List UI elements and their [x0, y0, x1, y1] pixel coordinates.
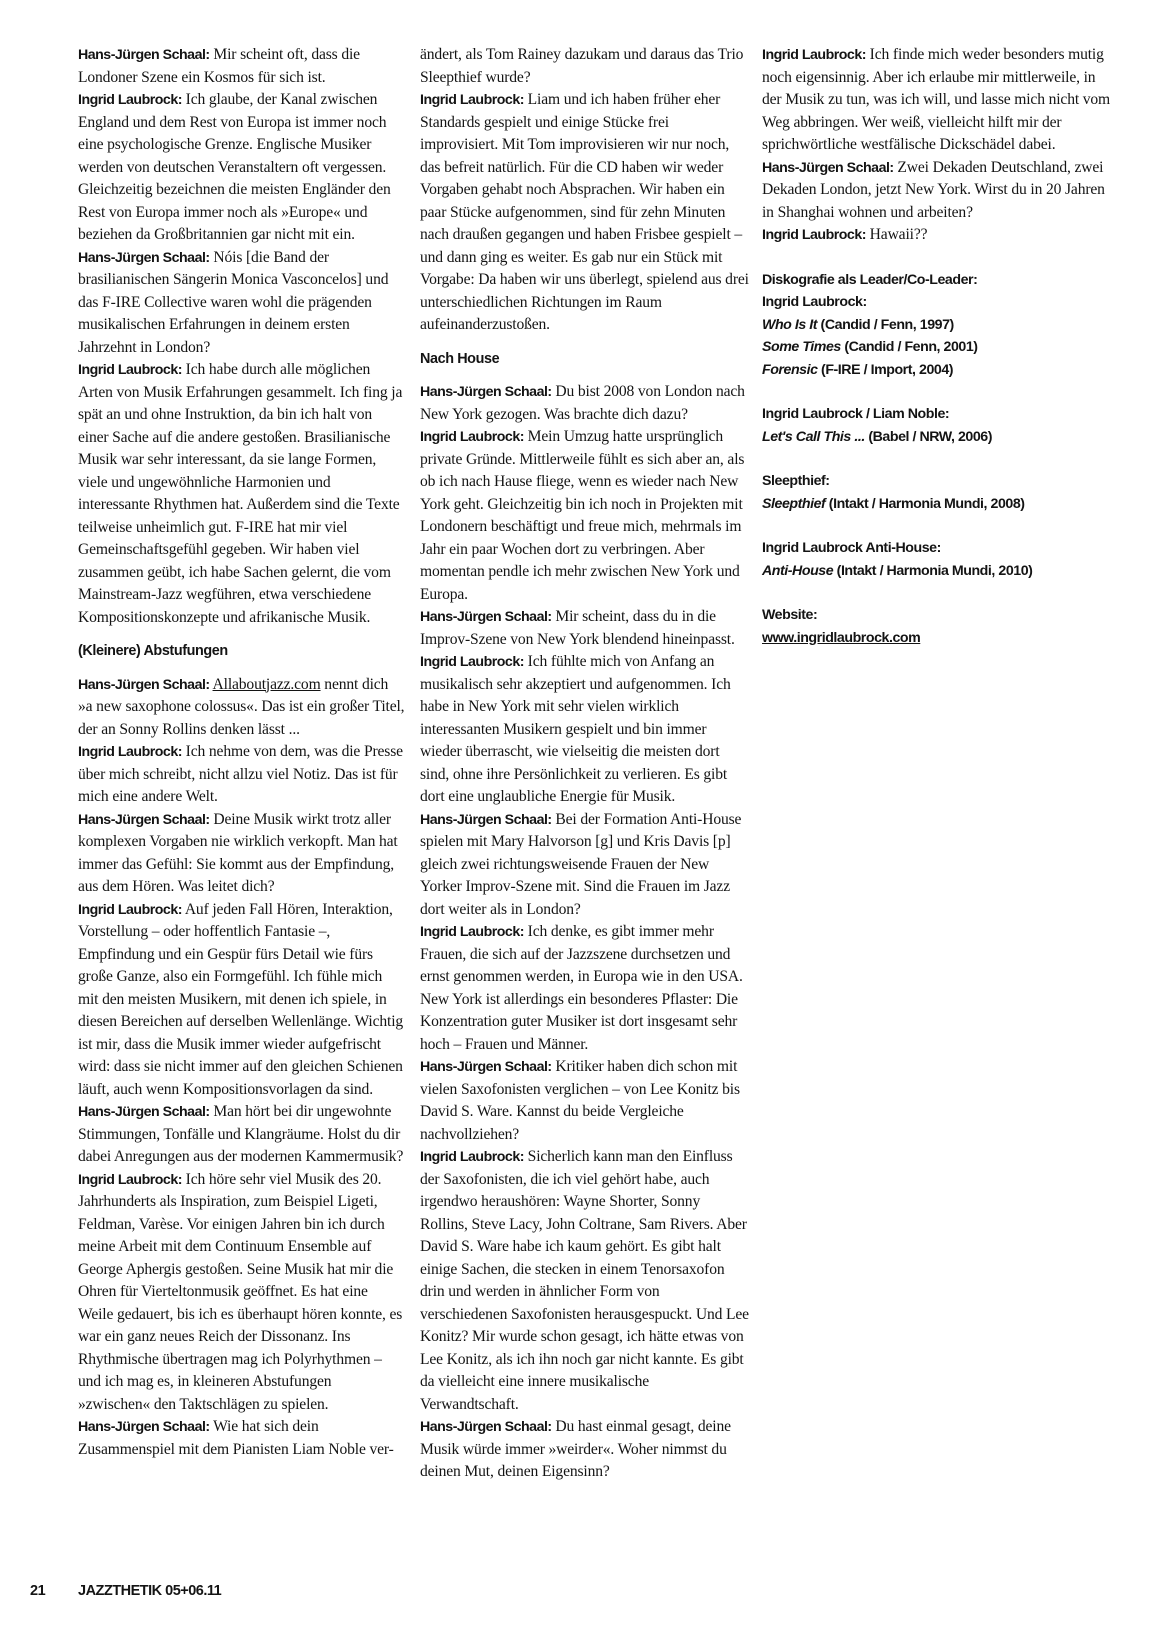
discography-artist: Ingrid Laubrock Anti-House: [762, 540, 941, 556]
paragraph-text: Deine Musik wirkt trotz aller komplexen Vorgaben nie wirklich verkopft. Man hat immer das Gefühl: Sie kommt aus der Empfindung, aus dem Hören. Was leitet dich? [78, 810, 398, 895]
paragraph-text: Auf jeden Fall Hören, Interaktion, Vorstellung – oder hoffentlich Fantasie –, Empfindung und ein Gespür fürs Detail wie fürs große Ganze, also ein Formgefühl. Ich fühle mich mit den meisten Musikern, mit denen ich spiele, in diesen Bereichen auf derselben Wellenlänge. Wichtig ist mir, dass die Musik immer wieder aufgefrischt wird: dass sie nicht immer auf den gleichen Schienen läuft, auch wenn Kompositionsvorlagen da sind. [78, 900, 404, 1098]
speaker-name: Hans-Jürgen Schaal: [420, 1059, 552, 1075]
paragraph-text: Du bist 2008 von London nach New York gezogen. Was brachte dich dazu? [420, 383, 745, 423]
speaker-name: Ingrid Laubrock: [78, 92, 182, 108]
paragraph-text: nennt dich »a new saxophone colossus«. Das ist ein großer Titel, der an Sonny Rollins denken lässt ... [78, 675, 405, 738]
discography-artist: Ingrid Laubrock: [762, 294, 867, 310]
discography-album [762, 426, 1112, 449]
interview-paragraph [78, 809, 406, 899]
interview-paragraph [78, 899, 406, 1102]
speaker-name: Ingrid Laubrock: [78, 744, 182, 760]
interview-paragraph [762, 224, 1112, 247]
paragraph-text: Hawaii?? [865, 226, 928, 243]
paragraph-text: Sicherlich kann man den Einfluss der Saxofonisten, die ich viel gehört habe, auch irgendwo heraushören: Wayne Shorter, Sonny Rollins, Steve Lacy, John Coltrane, Sam Rivers. Aber David S. Ware habe ich kaum gehört. Es gibt halt einige Sachen, die stecken in einem Tenorsaxofon drin und werden in ähnlicher Form von verschiedenen Saxofonisten herausgespuckt. Und Lee Konitz? Mir wurde schon gesagt, ich hätte etwas von Lee Konitz, als ich ihn noch gar nicht kannte. Es gibt da vielleicht eine innere musikalische Verwandtschaft. [420, 1148, 749, 1413]
discography-group [762, 537, 1112, 582]
discography-album [762, 493, 1112, 516]
discography-album [762, 560, 1112, 583]
speaker-name: Hans-Jürgen Schaal: [78, 1104, 210, 1120]
discography-group [762, 470, 1112, 515]
album-title: Forensic [762, 361, 818, 378]
paragraph-text: Man hört bei dir ungewohnte Stimmungen, Tonfälle und Klangräume. Holst du dir dabei Anregungen aus der modernen Kammermusik? [78, 1103, 404, 1165]
paragraph-text: Nóis [die Band der brasilianischen Sängerin Monica Vasconcelos] und das F-IRE Collective waren wohl die prägenden musikalischen Erfahrungen in deinem ersten Jahrzehnt in London? [78, 248, 389, 356]
speaker-name: Ingrid Laubrock: [420, 1149, 524, 1165]
discography-artist: Sleepthief: [762, 473, 830, 489]
discography-artist: Ingrid Laubrock / Liam Noble: [762, 406, 950, 422]
speaker-name: Ingrid Laubrock: [762, 47, 866, 63]
paragraph-text: Ich denke, es gibt immer mehr Frauen, die sich auf der Jazzszene durchsetzen und ernst genommen werden, in Europa wie in den USA. New York ist allerdings ein besonderes Pflaster: Die Konzentration guter Musiker ist dort insgesamt sehr hoch – Frauen und Männer. [420, 923, 743, 1053]
paragraph-text: Mir scheint oft, dass die Londoner Szene ein Kosmos für sich ist. [78, 46, 360, 86]
album-info: (Candid / Fenn, 1997) [817, 316, 954, 333]
discography-group [762, 269, 1112, 382]
album-title: Sleepthief [762, 495, 826, 512]
interview-paragraph [420, 606, 750, 651]
interview-paragraph [420, 1146, 750, 1416]
discography-album [762, 359, 1112, 382]
paragraph-text: Mir scheint, dass du in die Improv-Szene von New York blendend hineinpasst. [420, 608, 735, 648]
speaker-name: Hans-Jürgen Schaal: [420, 609, 552, 625]
speaker-name: Ingrid Laubrock: [78, 362, 182, 378]
paragraph-text: Wie hat sich dein Zusammenspiel mit dem Pianisten Liam Noble ver- [78, 1418, 394, 1458]
album-info: (Candid / Fenn, 2001) [840, 339, 978, 355]
article-column-1 [78, 44, 406, 1461]
interview-paragraph [420, 44, 750, 89]
speaker-name: Ingrid Laubrock: [420, 429, 524, 445]
interview-paragraph [420, 1056, 750, 1146]
paragraph-text: Mein Umzug hatte ursprünglich private Gründe. Mittlerweile fühlt es sich aber an, als ob ich nach Hause fliege, wenn es wieder nach New York geht. Gleichzeitig bin ich noch in Projekten mit Londonern beschäftigt und freue mich, mehrmals im Jahr ein paar Wochen dort zu verbringen. Aber momentan pendle ich mehr zwischen New York und Europa. [420, 428, 745, 603]
album-title: Let's Call This ... [762, 428, 865, 445]
interview-paragraph [420, 809, 750, 922]
interview-paragraph [420, 381, 750, 426]
paragraph-text: Zwei Dekaden Deutschland, zwei Dekaden London, jetzt New York. Wirst du in 20 Jahren in Shanghai wohnen und arbeiten? [762, 158, 1105, 221]
paragraph-text: Ich glaube, der Kanal zwischen England und dem Rest von Europa ist immer noch eine psychologische Grenze. Englische Musiker werden von deutschen Veranstaltern oft vergessen. Gleichzeitig bezeichnen die meisten Engländer den Rest von Europa immer noch als »Europe« und beziehen da Großbritannien gar nicht mit ein. [78, 91, 391, 243]
interview-paragraph [78, 674, 406, 742]
website-block [762, 604, 1112, 649]
section-heading: (Kleinere) Abstufungen [78, 643, 228, 659]
interview-paragraph [420, 651, 750, 809]
discography-album [762, 336, 1112, 359]
interview-paragraph [420, 426, 750, 606]
paragraph-text: Ich habe durch alle möglichen Arten von Musik Erfahrungen gesammelt. Ich fing ja spät an und ohne Instruktion, da bin ich halt von einer Sache auf die andere gestoßen. Brasilianische Musik war sehr interessant, da sie lange Formen, viele und ungewöhnliche Harmonien und interessante Rhythmen hat. Außerdem sind die Texte teilweise unheimlich gut. F-IRE hat mir viel Gemeinschaftsgefühl gegeben. Wir haben viel zusammen geübt, ich habe Sachen gelernt, die vom Mainstream-Jazz wegführen, etwa verschiedene Kompositionskonzepte und afrikanische Musik. [78, 361, 403, 626]
section-heading: Nach House [420, 350, 500, 367]
speaker-name: Hans-Jürgen Schaal: [78, 811, 210, 828]
interview-paragraph [78, 359, 406, 629]
magazine-issue-label: JAZZTHETIK 05+06.11 [78, 1583, 222, 1599]
interview-paragraph [420, 921, 750, 1056]
album-info: (Intakt / Harmonia Mundi, 2010) [833, 562, 1033, 579]
interview-paragraph [78, 1169, 406, 1417]
paragraph-text: Ich nehme von dem, was die Presse über mich schreibt, nicht allzu viel Notiz. Das ist für mich eine andere Welt. [78, 743, 403, 805]
paragraph-text: ändert, als Tom Rainey dazukam und daraus das Trio Sleepthief wurde? [420, 46, 744, 86]
interview-paragraph [78, 44, 406, 89]
album-info: (Intakt / Harmonia Mundi, 2008) [825, 495, 1025, 512]
article-column-3 [762, 44, 1112, 671]
interview-paragraph [420, 1416, 750, 1484]
speaker-name: Ingrid Laubrock: [78, 1171, 182, 1188]
discography-album [762, 314, 1112, 337]
interview-paragraph [78, 1416, 406, 1461]
paragraph-text: Bei der Formation Anti-House spielen mit Mary Halvorson [g] und Kris Davis [p] gleich zwei richtungsweisende Frauen der New Yorker Improv-Szene mit. Sind die Frauen im Jazz dort weiter als in London? [420, 810, 742, 918]
paragraph-text: Kritiker haben dich schon mit vielen Saxofonisten verglichen – von Lee Konitz bis David S. Ware. Kannst du beide Vergleiche nachvollziehen? [420, 1058, 740, 1143]
paragraph-text: Ich fühlte mich von Anfang an musikalisch sehr akzeptiert und aufgenommen. Ich habe in New York mit sehr vielen wirklich interessanten Musikern gespielt und bin immer wieder überrascht, wie vielseitig die meisten dort sind, ohne ihre Persönlichkeit zu verlieren. Es gibt dort eine unglaubliche Energie für Musik. [420, 653, 731, 805]
website-link[interactable]: www.ingridlaubrock.com [762, 629, 921, 646]
speaker-name: Hans-Jürgen Schaal: [420, 811, 552, 828]
interview-paragraph [78, 1101, 406, 1169]
allaboutjazz-link[interactable]: Allaboutjazz.com [212, 675, 321, 693]
paragraph-text: Liam und ich haben früher eher Standards gespielt und einige Stücke frei improvisiert. Mit Tom improvisieren wir nur noch, das befreit natürlich. Für die CD haben wir weder Vorgaben gehabt noch Absprachen. Wir haben ein paar Stücke aufgenommen, sind für zehn Minuten nach draußen gegangen und haben Frisbee gespielt – und dann ging es weiter. Es gab nur ein Stück mit Vorgabe: Da haben wir uns überlegt, spielend aus drei unterschiedlichen Richtungen im Raum aufeinanderzustoßen. [420, 91, 749, 333]
interview-paragraph [78, 247, 406, 360]
speaker-name: Hans-Jürgen Schaal: [420, 384, 552, 400]
discography-box [762, 269, 1112, 650]
speaker-name: Ingrid Laubrock: [420, 924, 524, 940]
interview-paragraph [762, 157, 1112, 225]
speaker-name: Hans-Jürgen Schaal: [78, 249, 210, 266]
album-title: Who Is It [762, 316, 818, 333]
speaker-name: Hans-Jürgen Schaal: [78, 47, 210, 63]
interview-paragraph [78, 89, 406, 247]
discography-heading: Diskografie als Leader/Co-Leader: [762, 271, 978, 288]
album-info: (Babel / NRW, 2006) [864, 428, 992, 445]
speaker-name: Hans-Jürgen Schaal: [420, 1419, 552, 1435]
speaker-name: Hans-Jürgen Schaal: [78, 1419, 210, 1435]
speaker-name: Ingrid Laubrock: [420, 92, 524, 108]
album-title: Anti-House [762, 562, 834, 579]
discography-group [762, 403, 1112, 448]
interview-paragraph [420, 89, 750, 337]
speaker-name: Ingrid Laubrock: [78, 901, 182, 918]
speaker-name: Hans-Jürgen Schaal: [78, 676, 210, 693]
paragraph-text: Ich höre sehr viel Musik des 20. Jahrhunderts als Inspiration, zum Beispiel Ligeti, Feldman, Varèse. Vor einigen Jahren bin ich durch meine Arbeit mit dem Continuum Ensemble auf George Aphergis gestoßen. Seine Musik hat mir die Ohren für Vierteltonmusik geöffnet. Es hat eine Weile gedauert, bis ich es überhaupt hören konnte, es war ein ganz neues Reich der Dissonanz. Ins Rhythmische übertragen mag ich Polyrhythmen – und ich mag es, in kleineren Abstufungen »zwischen« den Taktschlägen zu spielen. [78, 1170, 403, 1413]
interview-paragraph [762, 44, 1112, 157]
album-title: Some Times [762, 339, 841, 355]
paragraph-text: Du hast einmal gesagt, deine Musik würde immer »weirder«. Woher nimmst du deinen Mut, deinen Eigensinn? [420, 1418, 731, 1480]
website-label: Website: [762, 607, 818, 623]
article-column-2 [420, 44, 750, 1484]
speaker-name: Ingrid Laubrock: [420, 654, 524, 670]
album-info: (F-IRE / Import, 2004) [817, 361, 954, 378]
speaker-name: Ingrid Laubrock: [762, 227, 866, 243]
paragraph-text: Ich finde mich weder besonders mutig noch eigensinnig. Aber ich erlaube mir mittlerweile, in der Musik zu tun, was ich will, und lasse mich nicht vom Weg abbringen. Wer weiß, vielleicht hilft mir der sprichwörtliche westfälische Dickschädel dabei. [762, 46, 1111, 153]
interview-paragraph [78, 741, 406, 809]
page-number: 21 [30, 1583, 46, 1599]
speaker-name: Hans-Jürgen Schaal: [762, 159, 894, 176]
